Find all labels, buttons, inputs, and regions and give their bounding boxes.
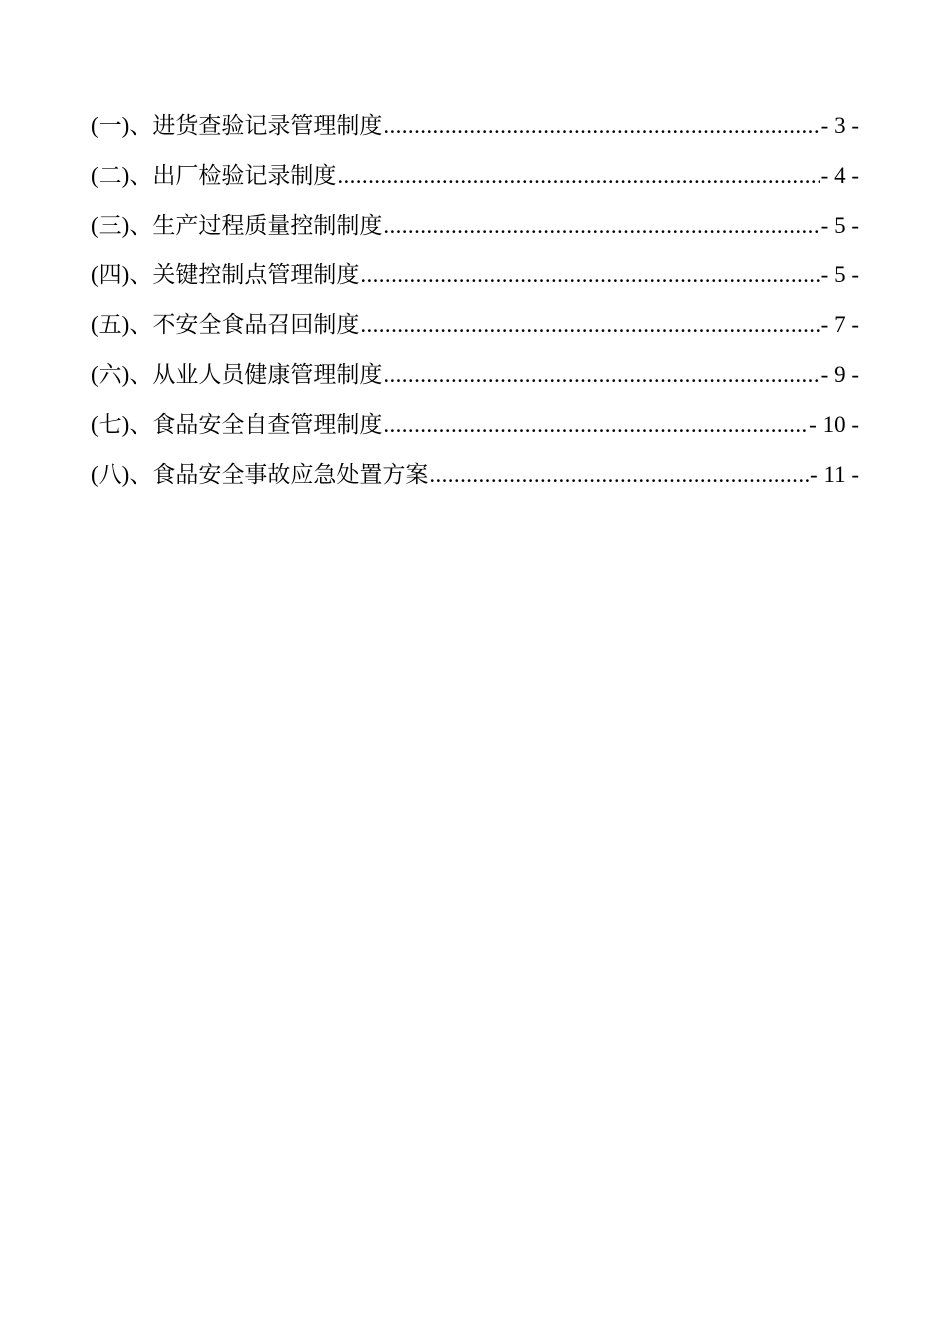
toc-dot-leader — [360, 257, 819, 293]
toc-dot-leader — [383, 407, 808, 443]
toc-entry-title: (四)、关键控制点管理制度 — [91, 262, 360, 288]
toc-entry-title: (二)、出厂检验记录制度 — [91, 162, 337, 188]
toc-entry-title: (八)、食品安全事故应急处置方案 — [91, 461, 429, 487]
table-of-contents — [91, 108, 859, 506]
toc-entry-page: - 3 - — [820, 113, 859, 138]
toc-entry-page: - 4 - — [820, 162, 859, 188]
toc-entry-page: - 11 - — [810, 461, 859, 487]
toc-entry[interactable] — [91, 457, 859, 507]
toc-entry-page: - 7 - — [820, 312, 859, 338]
toc-entry-title: (一)、进货查验记录管理制度 — [91, 113, 383, 138]
toc-entry-page: - 10 - — [809, 411, 859, 437]
toc-entry-title: (六)、从业人员健康管理制度 — [91, 361, 383, 387]
toc-dot-leader — [383, 357, 819, 393]
toc-entry-page: - 5 - — [820, 262, 859, 288]
toc-entry[interactable] — [91, 307, 859, 357]
toc-dot-leader — [383, 208, 819, 244]
toc-entry[interactable] — [91, 357, 859, 407]
toc-entry[interactable] — [91, 407, 859, 457]
toc-entry-title: (三)、生产过程质量控制制度 — [91, 212, 383, 238]
toc-entry[interactable] — [91, 208, 859, 258]
toc-dot-leader — [337, 158, 819, 194]
toc-entry[interactable] — [91, 108, 859, 158]
toc-entry[interactable] — [91, 257, 859, 307]
toc-dot-leader — [429, 457, 809, 493]
toc-entry-page: - 5 - — [820, 212, 859, 238]
toc-entry-page: - 9 - — [820, 361, 859, 387]
toc-dot-leader — [360, 307, 819, 343]
toc-entry-title: (七)、食品安全自查管理制度 — [91, 411, 383, 437]
toc-entry[interactable] — [91, 158, 859, 208]
toc-dot-leader — [383, 108, 819, 144]
toc-entry-title: (五)、不安全食品召回制度 — [91, 312, 360, 338]
